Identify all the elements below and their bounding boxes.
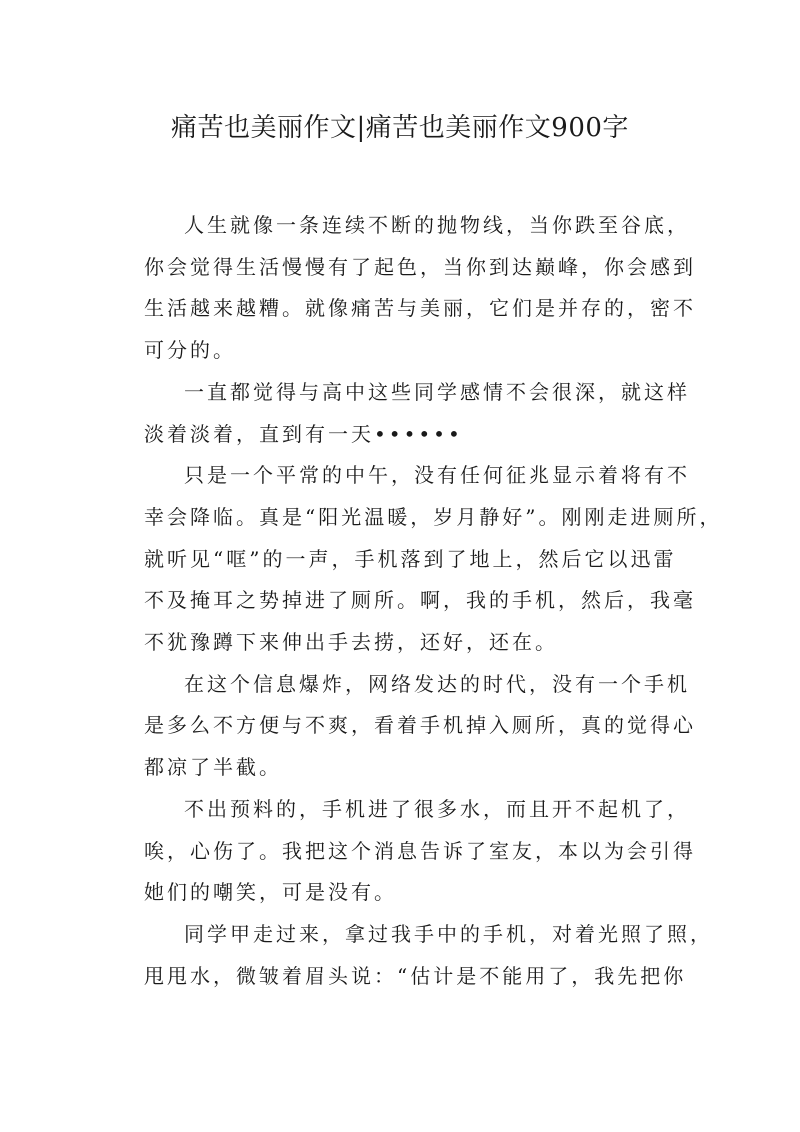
- text-line: 就听见“哐”的一声，手机落到了地上，然后它以迅雷: [144, 546, 677, 571]
- paragraph: [144, 455, 723, 664]
- paragraph: [144, 914, 713, 997]
- paragraph: [144, 372, 690, 455]
- text-line: 淡着淡着，直到有一天••••••: [144, 421, 463, 446]
- text-line: 都凉了半截。: [144, 755, 282, 780]
- text-line: 可分的。: [144, 338, 236, 363]
- paragraph: [144, 205, 696, 372]
- text-line: 不出预料的，手机进了很多水，而且开不起机了，: [184, 796, 690, 821]
- text-line: 生活越来越糟。就像痛苦与美丽，它们是并存的，密不: [144, 296, 696, 321]
- text-line: 你会觉得生活慢慢有了起色，当你到达巅峰，你会感到: [144, 254, 696, 279]
- text-line: 只是一个平常的中午，没有任何征兆显示着将有不: [184, 463, 690, 488]
- text-line: 不及掩耳之势掉进了厕所。啊，我的手机，然后，我毫: [144, 588, 696, 613]
- document-body: [144, 205, 723, 997]
- text-line: 不犹豫蹲下来伸出手去捞，还好，还在。: [144, 630, 558, 655]
- text-line: 是多么不方便与不爽，看着手机掉入厕所，真的觉得心: [144, 713, 696, 738]
- paragraph: [144, 664, 696, 789]
- text-line: 同学甲走过来，拿过我手中的手机，对着光照了照，: [184, 921, 713, 946]
- document-title: 痛苦也美丽作文|痛苦也美丽作文900字: [171, 113, 629, 143]
- text-line: 幸会降临。真是“阳光温暖，岁月静好”。刚刚走进厕所，: [144, 504, 723, 529]
- text-line: 她们的嘲笑，可是没有。: [144, 880, 397, 905]
- text-line: 唉，心伤了。我把这个消息告诉了室友，本以为会引得: [144, 838, 696, 863]
- paragraph: [144, 789, 696, 914]
- text-line: 人生就像一条连续不断的抛物线，当你跌至谷底，: [184, 213, 690, 237]
- text-line: 甩甩水，微皱着眉头说：“估计是不能用了，我先把你: [144, 963, 687, 988]
- text-line: 在这个信息爆炸，网络发达的时代，没有一个手机: [184, 671, 690, 696]
- text-line: 一直都觉得与高中这些同学感情不会很深，就这样: [184, 379, 690, 404]
